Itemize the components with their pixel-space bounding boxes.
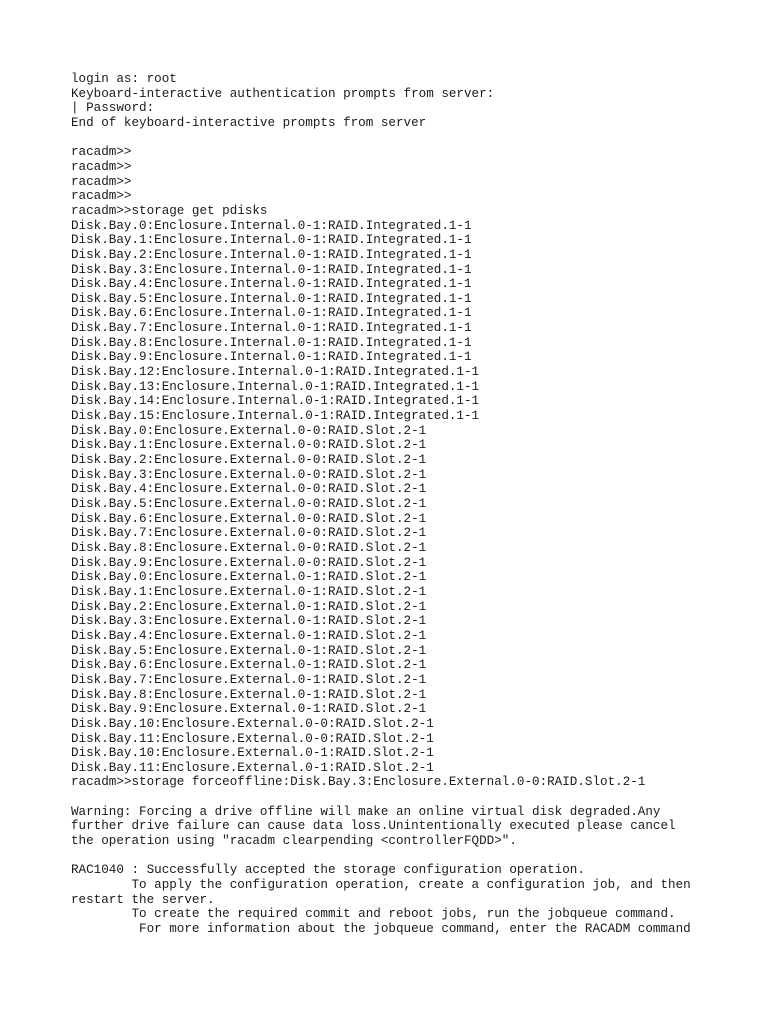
terminal-line: Disk.Bay.2:Enclosure.Internal.0-1:RAID.Integrated.1-1 [71,247,472,262]
terminal-line: Disk.Bay.11:Enclosure.External.0-1:RAID.Slot.2-1 [71,760,434,775]
terminal-line: Disk.Bay.0:Enclosure.External.0-1:RAID.Slot.2-1 [71,570,427,585]
terminal-line: further drive failure can cause data loss.Unintentionally executed please cancel [71,819,676,834]
terminal-line: the operation using "racadm clearpending <controllerFQDD>". [71,834,517,849]
terminal-line: Disk.Bay.3:Enclosure.External.0-1:RAID.Slot.2-1 [71,614,427,629]
terminal-line: Disk.Bay.8:Enclosure.Internal.0-1:RAID.Integrated.1-1 [71,335,472,350]
terminal-line [71,131,751,146]
terminal-line: Disk.Bay.5:Enclosure.External.0-1:RAID.Slot.2-1 [71,643,427,658]
terminal-line: Disk.Bay.8:Enclosure.External.0-1:RAID.Slot.2-1 [71,687,427,702]
terminal-line: Disk.Bay.14:Enclosure.Internal.0-1:RAID.Integrated.1-1 [71,394,480,409]
terminal-line: Keyboard-interactive authentication prompts from server: [71,86,495,101]
terminal-output [71,72,751,937]
terminal-line: Warning: Forcing a drive offline will make an online virtual disk degraded.Any [71,804,661,819]
terminal-line: RAC1040 : Successfully accepted the storage configuration operation. [71,863,585,878]
terminal-line: login as: root [71,72,177,86]
terminal-line [71,849,751,864]
terminal-line: To apply the configuration operation, create a configuration job, and then [71,878,691,893]
terminal-line: racadm>>storage get pdisks [71,203,268,218]
terminal-line: Disk.Bay.0:Enclosure.Internal.0-1:RAID.Integrated.1-1 [71,218,472,233]
terminal-line: Disk.Bay.9:Enclosure.Internal.0-1:RAID.Integrated.1-1 [71,350,472,365]
terminal-line: Disk.Bay.7:Enclosure.Internal.0-1:RAID.Integrated.1-1 [71,321,472,336]
terminal-line: Disk.Bay.3:Enclosure.Internal.0-1:RAID.Integrated.1-1 [71,262,472,277]
terminal-line: racadm>>storage forceoffline:Disk.Bay.3:Enclosure.External.0-0:RAID.Slot.2-1 [71,775,646,790]
terminal-line: restart the server. [71,892,215,907]
terminal-line: Disk.Bay.15:Enclosure.Internal.0-1:RAID.Integrated.1-1 [71,409,480,424]
terminal-line: | Password: [71,101,155,116]
terminal-line: For more information about the jobqueue command, enter the RACADM command [71,922,691,937]
terminal-line: Disk.Bay.1:Enclosure.External.0-1:RAID.Slot.2-1 [71,584,427,599]
terminal-line: Disk.Bay.3:Enclosure.External.0-0:RAID.Slot.2-1 [71,467,427,482]
terminal-line: Disk.Bay.2:Enclosure.External.0-1:RAID.Slot.2-1 [71,599,427,614]
terminal-line: Disk.Bay.9:Enclosure.External.0-1:RAID.Slot.2-1 [71,702,427,717]
terminal-line: Disk.Bay.7:Enclosure.External.0-1:RAID.Slot.2-1 [71,672,427,687]
terminal-line: Disk.Bay.4:Enclosure.External.0-0:RAID.Slot.2-1 [71,482,427,497]
terminal-line: Disk.Bay.12:Enclosure.Internal.0-1:RAID.Integrated.1-1 [71,365,480,380]
terminal-line: End of keyboard-interactive prompts from server [71,115,427,130]
terminal-line: Disk.Bay.5:Enclosure.Internal.0-1:RAID.Integrated.1-1 [71,291,472,306]
terminal-line: Disk.Bay.1:Enclosure.Internal.0-1:RAID.Integrated.1-1 [71,233,472,248]
terminal-line: Disk.Bay.1:Enclosure.External.0-0:RAID.Slot.2-1 [71,438,427,453]
terminal-line: To create the required commit and reboot jobs, run the jobqueue command. [71,907,676,922]
terminal-line: racadm>> [71,159,132,174]
terminal-line: Disk.Bay.4:Enclosure.External.0-1:RAID.Slot.2-1 [71,628,427,643]
terminal-line: Disk.Bay.6:Enclosure.Internal.0-1:RAID.Integrated.1-1 [71,306,472,321]
terminal-line: Disk.Bay.2:Enclosure.External.0-0:RAID.Slot.2-1 [71,453,427,468]
terminal-line: Disk.Bay.11:Enclosure.External.0-0:RAID.Slot.2-1 [71,731,434,746]
terminal-line: Disk.Bay.0:Enclosure.External.0-0:RAID.Slot.2-1 [71,423,427,438]
terminal-line [71,790,751,805]
terminal-line: Disk.Bay.6:Enclosure.External.0-1:RAID.Slot.2-1 [71,658,427,673]
terminal-line: Disk.Bay.8:Enclosure.External.0-0:RAID.Slot.2-1 [71,540,427,555]
terminal-line: Disk.Bay.7:Enclosure.External.0-0:RAID.Slot.2-1 [71,526,427,541]
terminal-line: Disk.Bay.6:Enclosure.External.0-0:RAID.Slot.2-1 [71,511,427,526]
terminal-line: Disk.Bay.9:Enclosure.External.0-0:RAID.Slot.2-1 [71,555,427,570]
terminal-line: Disk.Bay.4:Enclosure.Internal.0-1:RAID.Integrated.1-1 [71,277,472,292]
terminal-line: racadm>> [71,189,132,204]
terminal-line: Disk.Bay.5:Enclosure.External.0-0:RAID.Slot.2-1 [71,497,427,512]
terminal-line: Disk.Bay.13:Enclosure.Internal.0-1:RAID.Integrated.1-1 [71,379,480,394]
terminal-line: racadm>> [71,145,132,160]
terminal-line: racadm>> [71,174,132,189]
terminal-line: Disk.Bay.10:Enclosure.External.0-1:RAID.Slot.2-1 [71,746,434,761]
terminal-line: Disk.Bay.10:Enclosure.External.0-0:RAID.Slot.2-1 [71,716,434,731]
